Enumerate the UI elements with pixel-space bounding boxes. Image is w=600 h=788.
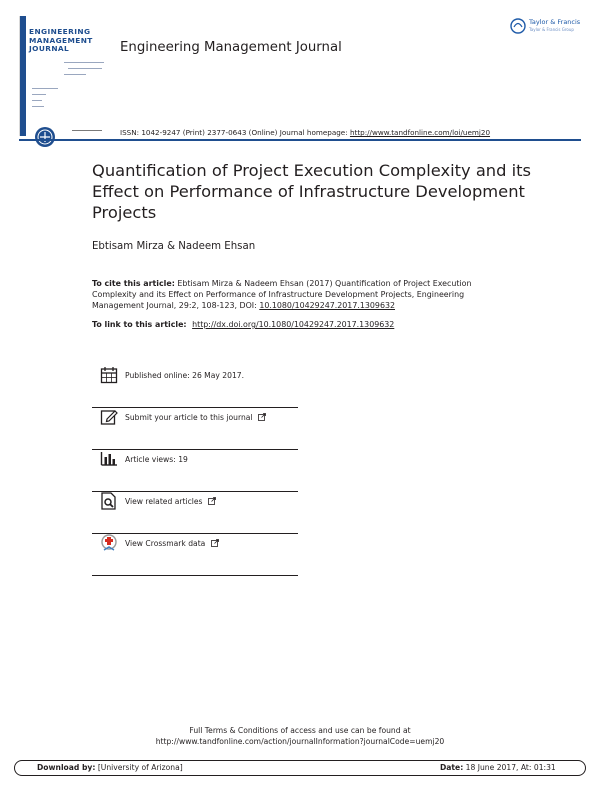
cover-text-line [32, 100, 42, 101]
publisher-group: Taylor & Francis Group [529, 27, 574, 32]
issn-text: ISSN: 1042-9247 (Print) 2377-0643 (Online) Journal homepage: [120, 128, 348, 137]
cover-title [29, 28, 93, 54]
society-seal-icon [34, 126, 56, 148]
doi-link[interactable]: 10.1080/10429247.2017.1309632 [259, 301, 396, 310]
published-online-label: Published online: 26 May 2017. [125, 371, 245, 380]
cover-text-line [68, 68, 102, 69]
issn-line [120, 128, 490, 137]
related-articles-item[interactable] [92, 492, 298, 534]
related-articles-label: View related articles [125, 497, 203, 506]
cover-title-line-3: JOURNAL [29, 44, 70, 53]
cover-text-line [32, 88, 58, 89]
crossmark-label: View Crossmark data [125, 539, 206, 548]
submit-article-label: Submit your article to this journal [125, 413, 253, 422]
link-row [92, 320, 394, 329]
crossmark-link[interactable] [125, 539, 219, 548]
article-title: Quantification of Project Execution Complexity and its Effect on Performance of Infrastructure Development Projects [92, 161, 532, 222]
cover-side-bar [20, 16, 26, 136]
terms-line-1: Full Terms & Conditions of access and use can be found at [189, 726, 411, 735]
download-date-label: Date: [440, 763, 464, 772]
journal-homepage-link[interactable]: http://www.tandfonline.com/loi/uemj20 [349, 128, 491, 137]
edit-pencil-icon [100, 408, 118, 426]
citation-label: To cite this article: [92, 279, 175, 288]
cover-text-line [64, 74, 86, 75]
external-link-icon [258, 413, 266, 421]
document-search-icon [100, 492, 118, 510]
download-date [440, 763, 556, 772]
published-online-item [92, 366, 298, 408]
submit-article-item[interactable] [92, 408, 298, 450]
downloaded-by-value: [University of Arizona] [97, 763, 183, 772]
bar-chart-icon [100, 450, 118, 468]
link-label: To link to this article: [92, 320, 187, 329]
cover-title-line-2: MANAGEMENT [29, 35, 93, 45]
journal-cover-thumbnail [19, 16, 112, 136]
cover-text-line [64, 62, 104, 63]
header-divider [19, 139, 581, 141]
download-info-bar [14, 760, 586, 776]
publisher-name: Taylor & Francis [529, 18, 581, 26]
terms-block [0, 725, 600, 747]
cover-text-line [32, 94, 46, 95]
journal-name: Engineering Management Journal [120, 40, 342, 55]
crossmark-icon [100, 534, 118, 552]
article-views-item [92, 450, 298, 492]
article-authors: Ebtisam Mirza & Nadeem Ehsan [92, 241, 256, 252]
cover-title-line-1: ENGINEERING [29, 27, 91, 36]
citation-text: Ebtisam Mirza & Nadeem Ehsan (2017) Quantification of Project Execution Complexity and its Effect on Performance of Infrastructure Development Projects, Engineering Management Journal, 29:2, 108-123, DOI: [92, 279, 472, 310]
related-articles-link[interactable] [125, 497, 216, 506]
calendar-icon [100, 366, 118, 384]
submit-article-link[interactable] [125, 413, 266, 422]
info-divider [92, 575, 298, 576]
article-views-label: Article views: 19 [125, 455, 188, 464]
cover-text-line [72, 130, 102, 131]
download-date-value: 18 June 2017, At: 01:31 [465, 763, 556, 772]
external-link-icon [211, 539, 219, 547]
terms-link[interactable]: http://www.tandfonline.com/action/journalInformation?journalCode=uemj20 [155, 737, 445, 746]
cover-text-line [32, 106, 44, 107]
article-link[interactable]: http://dx.doi.org/10.1080/10429247.2017.1309632 [192, 320, 395, 329]
citation-block [92, 278, 512, 311]
external-link-icon [208, 497, 216, 505]
crossmark-item[interactable] [92, 534, 298, 576]
downloaded-by-label: Download by: [37, 763, 96, 772]
downloaded-by [37, 763, 183, 772]
